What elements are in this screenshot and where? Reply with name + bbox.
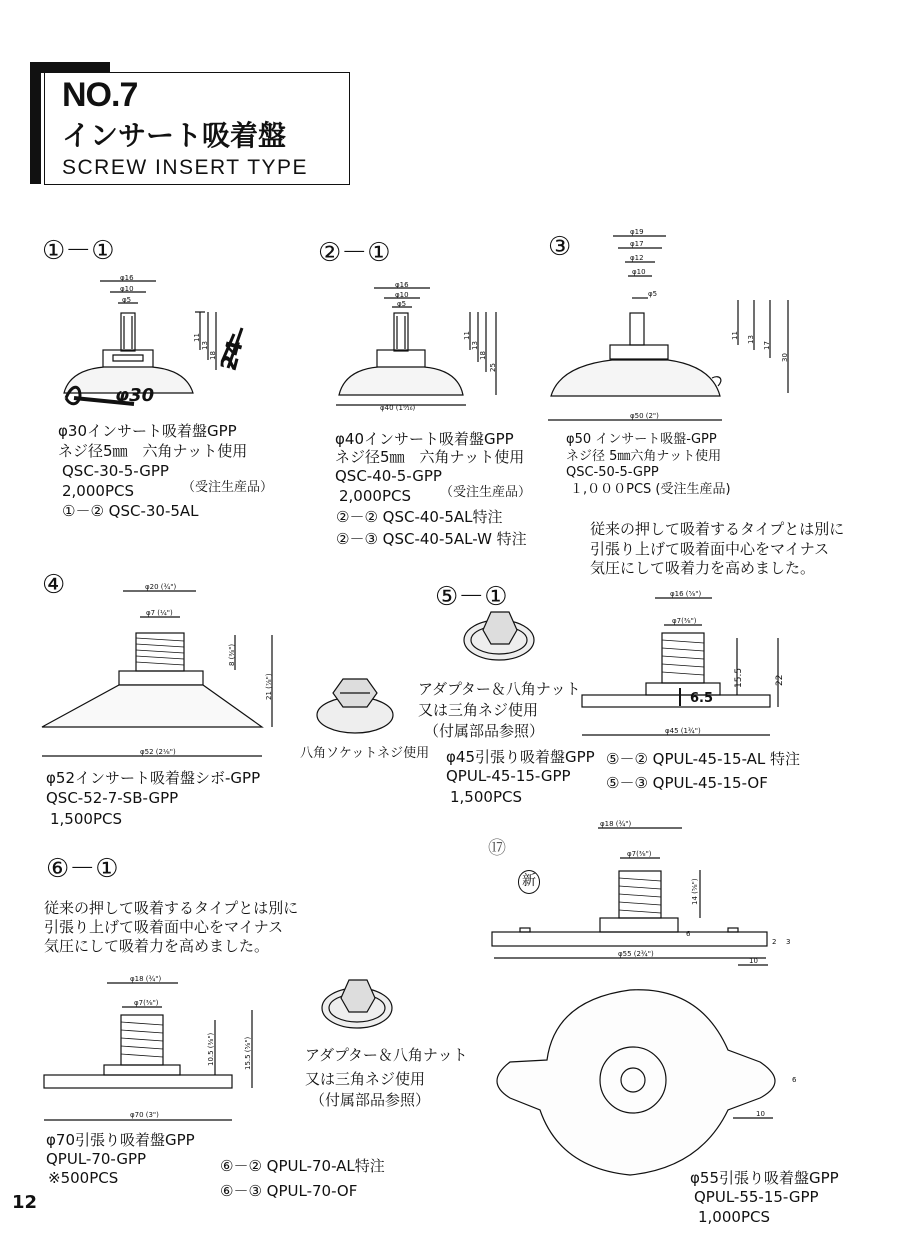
svg-text:φ20 (¾"): φ20 (¾") [145, 583, 177, 591]
item-4-name: φ52インサート吸着盤シボ-GPP [46, 769, 261, 787]
item-6-code: QPUL-70-GPP [46, 1150, 147, 1168]
item-3-desc-3: 気圧にして吸着力を高めました。 [590, 559, 816, 577]
svg-text:φ16: φ16 [120, 274, 134, 282]
item-6-desc-3: 気圧にして吸着力を高めました。 [44, 937, 270, 955]
item-5-qty: 1,500PCS [450, 788, 522, 806]
svg-text:10: 10 [756, 1110, 765, 1118]
item-5-variant-2: ⑤－③ QPUL-45-15-OF [606, 774, 768, 792]
svg-text:φ10: φ10 [120, 285, 134, 293]
item-5-adapter-3: （付属部品参照） [424, 722, 545, 740]
item-3-desc-1: 従来の押して吸着するタイプとは別に [590, 520, 845, 538]
svg-text:13: 13 [747, 335, 755, 344]
catalog-number: NO.7 [62, 76, 138, 114]
item-4-code: QSC-52-7-SB-GPP [46, 789, 179, 807]
label-item-1: ①－① [42, 236, 115, 266]
svg-text:2: 2 [772, 938, 777, 946]
item-3-code: QSC-50-5-GPP [566, 465, 659, 480]
svg-text:6: 6 [686, 930, 691, 938]
svg-text:21 (⅞"): 21 (⅞") [265, 673, 273, 700]
item-3-qty: １,０００PCS (受注生産品) [570, 482, 731, 497]
svg-text:6: 6 [792, 1076, 797, 1084]
item-1-name: φ30インサート吸着盤GPP [58, 422, 237, 440]
svg-text:17: 17 [763, 341, 771, 350]
page-title: インサート吸着盤 [62, 119, 287, 152]
svg-text:φ19: φ19 [630, 228, 644, 236]
item-6-adapter-3: （付属部品参照） [310, 1091, 431, 1109]
svg-text:8 (⅜"): 8 (⅜") [228, 643, 236, 666]
item-5-variant-1: ⑤－② QPUL-45-15-AL 特注 [606, 750, 801, 768]
handwritten-note-17: ⑰ [488, 838, 506, 859]
label-item-4: ④ [42, 570, 66, 600]
drawing-item-7-side [492, 828, 768, 965]
svg-text:φ30: φ30 [115, 385, 155, 406]
item-6-variant-2: ⑥－③ QPUL-70-OF [220, 1182, 358, 1200]
item-2-variant-2: ②－③ QSC-40-5AL-W 特注 [336, 530, 527, 548]
item-4-socket-caption: 八角ソケットネジ使用 [300, 746, 430, 761]
item-5-name: φ45引張り吸着盤GPP [446, 748, 595, 766]
label-item-3: ③ [548, 232, 572, 262]
svg-text:3: 3 [786, 938, 791, 946]
item-1-variant: ①－② QSC-30-5AL [62, 502, 199, 520]
item-1-qty: 2,000PCS [62, 482, 134, 500]
svg-text:φ55 (2¾"): φ55 (2¾") [618, 950, 654, 958]
item-2-qty: 2,000PCS [339, 487, 411, 505]
page-number: 12 [12, 1192, 38, 1213]
item-2-note: （受注生産品） [440, 485, 532, 500]
item-2-variant-1: ②－② QSC-40-5AL特注 [336, 508, 503, 526]
svg-text:φ7(⅜"): φ7(⅜") [134, 999, 159, 1007]
svg-text:13: 13 [201, 341, 209, 350]
svg-text:φ10: φ10 [632, 268, 646, 276]
svg-text:10: 10 [749, 957, 758, 965]
svg-text:10.5 (⅜"): 10.5 (⅜") [207, 1032, 215, 1066]
svg-text:6.5: 6.5 [690, 691, 714, 706]
label-item-5: ⑤－① [435, 582, 508, 612]
item-2-name: φ40インサート吸着盤GPP [335, 430, 514, 448]
item-2-thread: ネジ径5㎜ 六角ナット使用 [335, 448, 525, 466]
svg-text:φ50 (2"): φ50 (2") [630, 412, 659, 420]
svg-text:φ7 (¼"): φ7 (¼") [146, 609, 173, 617]
svg-text:22: 22 [775, 674, 785, 686]
adapter-illustration-5 [464, 612, 534, 660]
svg-text:φ10: φ10 [395, 291, 409, 299]
item-6-qty: ※500PCS [48, 1169, 119, 1187]
label-item-2: ②－① [318, 238, 391, 268]
item-4-qty: 1,500PCS [50, 810, 122, 828]
item-3-name: φ50 インサート吸盤-GPP [566, 432, 717, 447]
svg-text:φ40 (1⁹⁄₁₆): φ40 (1⁹⁄₁₆) [380, 404, 416, 412]
item-1-note: （受注生産品） [182, 480, 274, 495]
svg-text:15.5: 15.5 [734, 667, 744, 688]
svg-text:14 (⅝"): 14 (⅝") [691, 878, 699, 905]
svg-text:φ45 (1¾"): φ45 (1¾") [665, 727, 701, 735]
item-6-adapter-1: アダプター＆八角ナット [305, 1046, 468, 1064]
svg-text:φ7(⅜"): φ7(⅜") [627, 850, 652, 858]
item-1-thread: ネジ径5㎜ 六角ナット使用 [58, 442, 248, 460]
item-3-desc-2: 引張り上げて吸着面中心をマイナス [590, 540, 830, 558]
item-6-variant-1: ⑥－② QPUL-70-AL特注 [220, 1157, 385, 1175]
item-5-adapter-2: 又は三角ネジ使用 [418, 701, 539, 719]
svg-text:φ16: φ16 [395, 281, 409, 289]
svg-text:11: 11 [731, 331, 739, 340]
svg-text:30: 30 [781, 353, 789, 362]
drawing-item-7-top [497, 990, 775, 1175]
svg-text:φ5: φ5 [122, 296, 132, 304]
item-7-qty: 1,000PCS [698, 1208, 770, 1226]
label-item-6: ⑥－① [46, 854, 119, 884]
svg-text:φ5: φ5 [648, 290, 658, 298]
adapter-illustration-6 [322, 980, 392, 1028]
svg-text:φ16 (⅝"): φ16 (⅝") [670, 590, 702, 598]
svg-text:φ5: φ5 [397, 300, 407, 308]
item-6-name: φ70引張り吸着盤GPP [46, 1131, 195, 1149]
svg-text:11: 11 [193, 333, 201, 342]
svg-text:φ52 (2⅛"): φ52 (2⅛") [140, 748, 176, 756]
page-subtitle: SCREW INSERT TYPE [62, 156, 309, 179]
new-badge: 新 [518, 870, 540, 894]
drawing-item-1 [64, 281, 242, 406]
svg-text:φ7(⅜"): φ7(⅜") [672, 617, 697, 625]
svg-text:25: 25 [489, 363, 497, 372]
item-7-name: φ55引張り吸着盤GPP [690, 1169, 839, 1187]
item-5-code: QPUL-45-15-GPP [446, 767, 571, 785]
item-2-code: QSC-40-5-GPP [335, 467, 442, 485]
item-5-adapter-1: アダプター＆八角ナット [418, 680, 581, 698]
item-7-code: QPUL-55-15-GPP [694, 1188, 819, 1206]
item-1-code: QSC-30-5-GPP [62, 462, 169, 480]
svg-text:φ17: φ17 [630, 240, 644, 248]
drawing-item-3 [548, 236, 788, 420]
svg-text:18: 18 [479, 351, 487, 360]
svg-text:24: 24 [216, 337, 249, 374]
svg-text:φ18 (¾"): φ18 (¾") [130, 975, 162, 983]
item-6-desc-2: 引張り上げて吸着面中心をマイナス [44, 918, 284, 936]
svg-text:13: 13 [471, 341, 479, 350]
svg-text:φ18 (¾"): φ18 (¾") [600, 820, 632, 828]
svg-text:11: 11 [463, 331, 471, 340]
socket-illustration [317, 679, 393, 733]
svg-text:15.5 (⅝"): 15.5 (⅝") [244, 1036, 252, 1070]
item-3-thread: ネジ径 5㎜六角ナット使用 [566, 449, 722, 464]
svg-text:φ70 (3"): φ70 (3") [130, 1111, 159, 1119]
svg-text:18: 18 [209, 351, 217, 360]
item-6-adapter-2: 又は三角ネジ使用 [305, 1070, 426, 1088]
item-6-desc-1: 従来の押して吸着するタイプとは別に [44, 899, 299, 917]
svg-text:φ12: φ12 [630, 254, 644, 262]
